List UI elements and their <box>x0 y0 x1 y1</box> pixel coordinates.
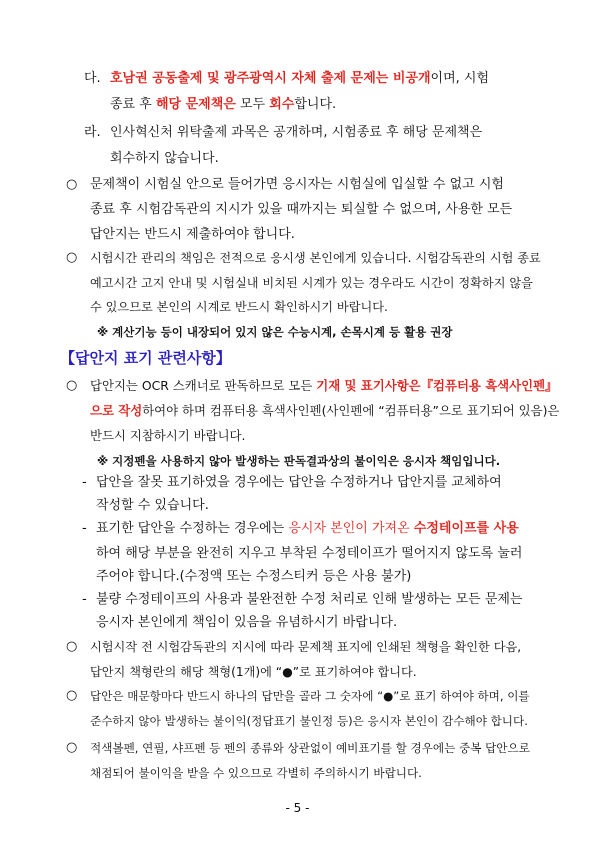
collect-highlight: 회수 <box>269 97 295 112</box>
bullet-2-line-3: 수 있으므로 본인의 시계로 반드시 확인하시기 바랍니다. <box>90 300 388 314</box>
bullet-2-line-1: 시험시간 관리의 책임은 전적으로 응시생 본인에게 있습니다. 시험감독관의 시험 종료 <box>90 251 541 265</box>
dash-marker: - <box>82 592 87 607</box>
bullet-circle-icon: ○ <box>66 177 78 192</box>
dash-3-line-2: 응시자 본인에게 책임이 있음을 유념하시기 바랍니다. <box>96 615 398 630</box>
section-title: 【답안지 표기 관련사항】 <box>60 349 231 367</box>
answer-1-line-3: 반드시 지참하시기 바랍니다. <box>90 428 246 443</box>
item-da-line-1 <box>110 70 489 88</box>
dash-2-text: 표기한 답안을 수정하는 경우에는 <box>96 521 289 536</box>
answer-4-line-1: 적색볼펜, 연필, 샤프펜 등 펜의 종류와 상관없이 예비표기를 할 경우에는 중복 답안으로 <box>90 741 530 755</box>
bullet-1-line-1: 문제책이 시험실 안으로 들어가면 응시자는 시험실에 입실할 수 없고 시험 <box>90 177 504 192</box>
item-da-text: 종료 후 <box>110 97 156 112</box>
bullet-circle-icon: ○ <box>66 740 78 755</box>
item-ra-marker: 라. <box>84 125 101 140</box>
item-da-text: 합니다. <box>294 97 337 112</box>
answer-2-line-2: 답안지 책형란의 해당 책형(1개)에 “●”로 표기하여야 합니다. <box>90 665 417 679</box>
dash-2-line-2: 하여 해당 부분을 완전히 지우고 부착된 수정테이프가 떨어지지 않도록 눌러 <box>96 546 523 561</box>
answer-1-text: 하여야 하며 컴퓨터용 흑색사인펜(사인펜에 “컴퓨터용”으로 표기되어 있음)은 <box>142 403 560 418</box>
write-highlight: 으로 작성 <box>90 403 143 418</box>
bullet-circle-icon: ○ <box>66 378 78 393</box>
dash-1-line-2: 작성할 수 있습니다. <box>96 498 209 513</box>
answer-2-line-1: 시험시작 전 시험감독관의 지시에 따라 문제책 표지에 인쇄된 책형을 확인한 다음, <box>90 640 522 654</box>
bullet-1-line-3: 답안지는 반드시 제출하여야 합니다. <box>90 227 295 242</box>
watch-recommendation-note: ※ 계산기능 등이 내장되어 있지 않은 수능시계, 손목시계 등 활용 권장 <box>97 325 453 339</box>
dash-1-line-1: 답안을 잘못 표기하였을 경우에는 답안을 수정하거나 답안지를 교체하여 <box>96 475 502 490</box>
item-da-text: 이며, 시험 <box>430 71 490 86</box>
dash-marker: - <box>82 521 87 536</box>
bullet-circle-icon: ○ <box>66 250 78 265</box>
own-tape-highlight: 응시자 본인이 가져온 <box>288 521 414 536</box>
item-ra-line-1: 인사혁신처 위탁출제 과목은 공개하며, 시험종료 후 해당 문제책은 <box>110 125 483 140</box>
designated-pen-note: ※ 지정펜을 사용하지 않아 발생하는 판독결과상의 불이익은 응시자 책임입니다. <box>97 454 501 468</box>
bullet-circle-icon: ○ <box>66 639 78 654</box>
booklet-highlight: 해당 문제책은 <box>155 97 236 112</box>
dash-2-line-3: 주어야 합니다.(수정액 또는 수정스티커 등은 사용 불가) <box>96 569 412 584</box>
answer-1-text: 답안지는 OCR 스캐너로 판독하므로 모든 <box>90 378 317 393</box>
answer-3-line-1: 답안은 매문항마다 반드시 하나의 답만을 골라 그 숫자에 “●”로 표기 하여야 하며, 이를 <box>90 689 530 703</box>
correction-tape-highlight: 수정테이프를 사용 <box>413 521 519 536</box>
answer-1-line-1 <box>90 377 557 395</box>
dash-2-line-1 <box>96 520 519 538</box>
bullet-1-line-2: 종료 후 시험감독관의 지시가 있을 때까지는 퇴실할 수 없으며, 사용한 모든 <box>90 202 513 217</box>
answer-1-line-2 <box>90 402 559 420</box>
dash-marker: - <box>82 475 87 490</box>
item-da-marker: 다. <box>84 71 101 86</box>
dash-3-line-1: 불량 수정테이프의 사용과 불완전한 수정 처리로 인해 발생하는 모든 문제는 <box>96 592 523 607</box>
bullet-2-line-2: 예고시간 고지 안내 및 시험실내 비치된 시계가 있는 경우라도 시간이 정확하지 않을 <box>90 276 533 290</box>
item-da-text: 모두 <box>235 97 270 112</box>
pen-requirement-highlight: 기재 및 표기사항은『컴퓨터용 흑색사인펜』 <box>316 378 558 393</box>
page-number: - 5 - <box>285 801 310 815</box>
nonpublic-notice: 호남권 공동출제 및 광주광역시 자체 출제 문제는 비공개 <box>110 71 431 86</box>
bullet-circle-icon: ○ <box>66 688 78 703</box>
answer-3-line-2: 준수하지 않아 발생하는 불이익(정답표기 불인정 등)은 응시자 본인이 감수해야 합니다. <box>90 714 528 728</box>
item-ra-line-2: 회수하지 않습니다. <box>110 151 219 166</box>
answer-4-line-2: 채점되어 불이익을 받을 수 있으므로 각별히 주의하시기 바랍니다. <box>90 766 422 780</box>
item-da-line-2 <box>110 96 336 114</box>
